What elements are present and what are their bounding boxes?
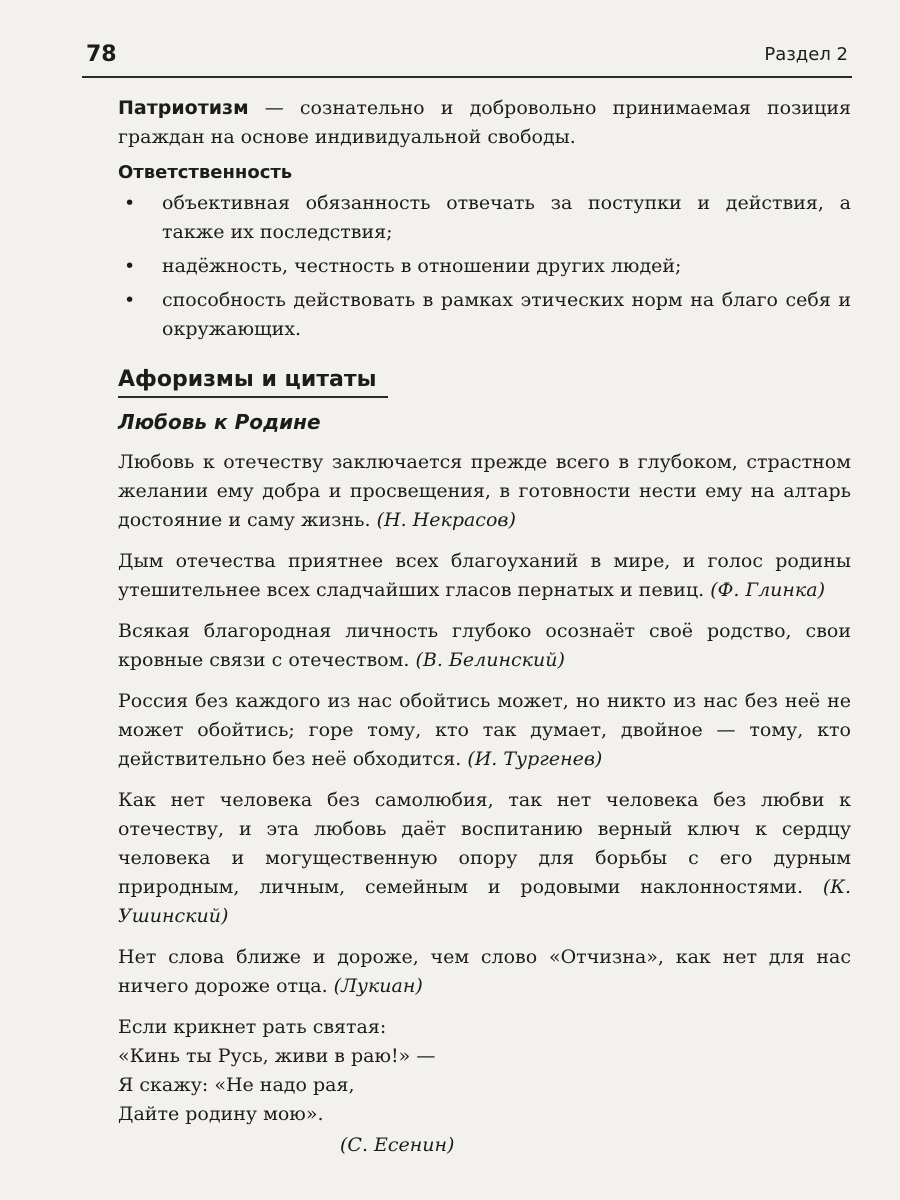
quote-text: Всякая благородная личность глубоко осознаёт своё родство, свои кровные связи с отечеством.	[118, 620, 851, 671]
quote-author: (И. Тургенев)	[467, 748, 603, 770]
subsection-title: Любовь к Родине	[118, 410, 321, 434]
page-number: 78	[86, 42, 117, 67]
header-rule	[82, 76, 852, 78]
quote-text: Дым отечества приятнее всех благоуханий в мире, и голос родины утешительнее всех сладчайших гласов пернатых и певиц.	[118, 550, 851, 601]
poem-line: Если крикнет рать святая:	[118, 1016, 387, 1038]
list-item-text: способность действовать в рамках этических норм на благо себя и окружающих.	[162, 289, 851, 340]
definition-text: — сознательно и добровольно принимаемая позиция граждан на основе индивидуальной свободы.	[118, 97, 851, 148]
quote-text: Россия без каждого из нас обойтись может, но никто из нас без неё не может обойтись; горе тому, кто так думает, двойное — тому, кто действительно без неё обходится.	[118, 690, 851, 770]
responsibility-list	[118, 189, 851, 344]
quote-author: (К. Ушинский)	[118, 876, 851, 927]
quote	[118, 687, 851, 774]
quote-text: Любовь к отечеству заключается прежде всего в глубоком, страстном желании ему добра и просвещения, в готовности нести ему на алтарь достояние и саму жизнь.	[118, 451, 851, 531]
running-section-title: Раздел 2	[764, 44, 848, 65]
quote	[118, 943, 851, 1001]
quote	[118, 617, 851, 675]
quote-author: (В. Белинский)	[415, 649, 565, 671]
poem-author: (С. Есенин)	[340, 1134, 455, 1156]
quote-author: (Лукиан)	[333, 975, 423, 997]
patriotism-definition	[118, 94, 851, 152]
quote	[118, 448, 851, 535]
quote	[118, 547, 851, 605]
list-item	[118, 189, 851, 247]
poem-line: Дайте родину мою».	[118, 1103, 324, 1125]
quote-text: Нет слова ближе и дороже, чем слово «Отчизна», как нет для нас ничего дороже отца.	[118, 946, 851, 997]
section-rule	[118, 396, 388, 398]
list-item	[118, 286, 851, 344]
responsibility-heading: Ответственность	[118, 162, 293, 183]
definition-term: Патриотизм	[118, 97, 249, 119]
quote-author: (Н. Некрасов)	[376, 509, 516, 531]
poem	[118, 1013, 851, 1160]
list-item-text: объективная обязанность отвечать за поступки и действия, а также их последствия;	[162, 192, 851, 243]
list-item-text: надёжность, честность в отношении других людей;	[162, 255, 682, 277]
list-item	[118, 252, 851, 281]
bullet-icon: •	[124, 289, 136, 311]
page-header	[82, 40, 852, 84]
quote-author: (Ф. Глинка)	[710, 579, 826, 601]
bullet-icon: •	[124, 192, 136, 214]
poem-line: Я скажу: «Не надо рая,	[118, 1074, 355, 1096]
quote	[118, 786, 851, 931]
bullet-icon: •	[124, 255, 136, 277]
page-content	[118, 94, 851, 1160]
quote-text: Как нет человека без самолюбия, так нет человека без любви к отечеству, и эта любовь даёт воспитанию верный ключ к сердцу человека и могущественную опору для борьбы с его дурным природным, личным, семейным и родовыми наклонностями.	[118, 789, 851, 898]
section-title: Афоризмы и цитаты	[118, 367, 377, 392]
poem-line: «Кинь ты Русь, живи в раю!» —	[118, 1045, 436, 1067]
